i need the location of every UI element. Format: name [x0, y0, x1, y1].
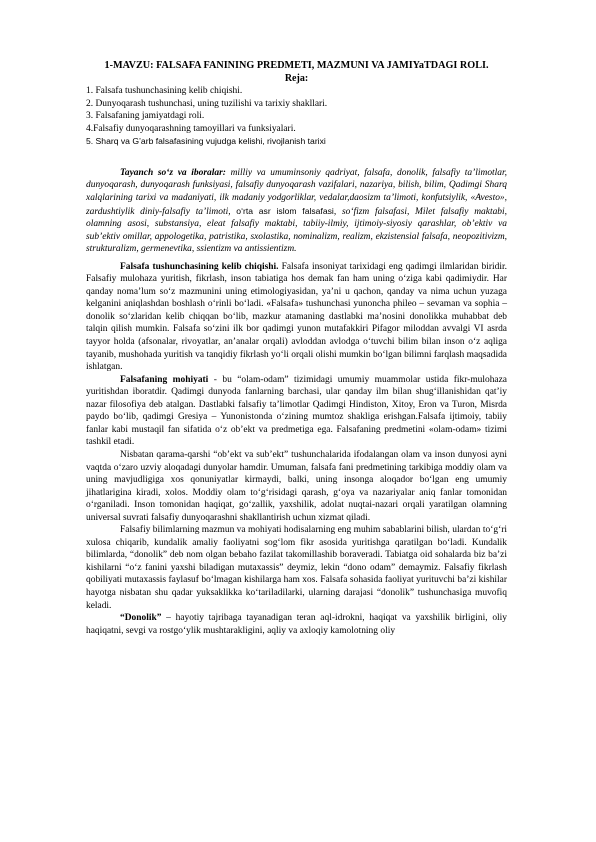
plan-item: 4.Falsafiy dunyoqarashning tamoyillari va funksiyalari. [86, 123, 296, 134]
keywords-heading: Tayanch so‘z va iboralar: [120, 167, 226, 178]
paragraph-text: – hayotiy tajribaga tayanadigan teran aql-idrokni, haqiqat va yaxshilik birligini, oliy haqiqatni, sevgi va rostgo‘ylik mushtarakligini, aqliy va axloqiy kamolotning oliy [86, 613, 507, 636]
keywords-text: , so‘fizm falsafasi, Milet falsafiy maktabi, olamning asosi, substansiya, eleat falsafiy maktabi, tabiiy-ilmiy, ijtimoiy-siyosiy qarashlar, ob’ektiv va sub’ektiv omillar, appologetika, patristika, sxolastika, nominalizm, realizm, ekzistensial falsafa, neopozitivizm, strukturalizm, germenevtika, ssientizm va antissientizm. [86, 206, 507, 255]
paragraph-lead: Falsafa tushunchasining kelib chiqishi. [120, 261, 279, 272]
body-paragraph [86, 374, 507, 449]
body-paragraph [86, 612, 507, 637]
plan-item: 2. Dunyoqarash tushunchasi, uning tuzilishi va tarixiy shakllari. [86, 98, 328, 109]
plan-item: 1. Falsafa tushunchasining kelib chiqishi. [86, 86, 243, 97]
keywords-text-sans: o‘rta asr islom falsafasi [236, 205, 334, 216]
plan-list [86, 85, 507, 148]
keywords-text: milliy va umuminsoniy qadriyat, falsafa, donolik, falsafiy ta’limotlar, dunyoqarash, dunyoqarash funksiyasi, falsafiy dunyoqarash vazifalari, nazariya, bilish, bilim, Qadimgi Sharq xalqlarining tarixi va madaniyati, ilk madaniy yodgorliklar, vedalar,daosizm ta’limoti, konfutsiylik, «Avesto», zardushtiylik diniy-falsafiy ta’limoti, [86, 167, 507, 217]
plan-item: 3. Falsafaning jamiyatdagi roli. [86, 111, 205, 122]
paragraph-text: Falsafiy bilimlarning mazmun va mohiyati hodisalarning eng muhim sabablarini bilish, ulardan to‘g‘ri xulosa chiqarib, kundalik amaliy faoliyatni sog‘lom fikr asosida yuritishga qaratilgan bo‘ladi. Kundalik bilimlarda, “donolik” deb nom olgan bebaho fazilat takomillashib boraveradi. Tabiatga oid sohalarda biz ba’zi kishilarni “o‘z fanini yaxshi biladigan mutaxassis” deymiz, lekin “dono odam” demaymiz. Falsafiy fikrlash qobiliyati mutaxassis faylasuf bo‘lmagan kishilarga ham xos. Falsafa sohasida faoliyat yurituvchi ba’zi kishilar hayotga nisbatan shu qadar yuksaklikka ko‘tariladilarki, ularning darajasi “donolik” tushunchasiga muvofiq keladi. [86, 525, 507, 611]
body-paragraph [86, 261, 507, 374]
document-title: 1-MAVZU: FALSAFA FANINING PREDMETI, MAZMUNI VA JAMIYaTDAGI ROLI. [104, 60, 489, 71]
body-paragraph [86, 449, 507, 524]
paragraph-text: - bu “olam-odam” tizimidagi umumiy muammolar ustida fikr-mulohaza yuritishdan iboratdir. Qadimgi dunyoda fanlarning barchasi, ular qanday ilm bilan shug‘illanishidan qat’iy nazar filosofiya deb atalgan. Dastlabki falsafiy ta’limotlar Qadimgi Hindiston, Xitoy, Eron va Turon, Misrda paydo bo‘lib, qadimgi Gresiya – Yunonistonda o‘zining mumtoz shakliga erishgan.Falsafa ijtimoiy, tabiiy fanlar kabi mustaqil fan sifatida o‘z ob’ekt va predmetiga ega. Falsafaning predmetini «olam-odam» tizimi tashkil etadi. [86, 374, 507, 448]
paragraph-text: Falsafa insoniyat tarixidagi eng qadimgi ilmlaridan biridir. Falsafiy mulohaza yuritish, fikrlash, inson tabiatiga hos demak fan ham uning o‘ziga kabi qadimiydir. Har qanday noma’lum so‘z mazmunini uning etimologiyasidan, ya’ni u qachon, qanday va nima uchun yuzaga kelganini aniqlashdan boshlash o‘rinli bo‘ladi. «Falsafa» tushunchasi yunoncha phileo – sevaman va sophia – donolik so‘zlaridan kelib chiqqan bo‘lib, mazkur atamaning dastlabki ma’nosini donolikka muhabbat deb talqin qilish mumkin. Falsafa so‘zini ilk bor qadimgi yunon mutafakkiri Pifagor miloddan avvalgi VI asrda tayyor holda (afsonalar, rivoyatlar, an’analar orqali) avloddan avlodga o‘tuvchi bilim bilan inson o‘z aqliga tayanib, mushohada yuritish va tanqidiy fikrlash yo‘li orqali olishi mumkin bo‘lgan bilimni farqlash maqsadida ishlatgan. [86, 261, 507, 373]
plan-heading: Reja: [284, 72, 309, 84]
body-paragraph [86, 524, 507, 612]
paragraph-text: Nisbatan qarama-qarshi “ob’ekt va sub’ekt” tushunchalarida ifodalangan olam va inson dunyosi ayni vaqtda o‘zaro uzviy aloqadagi dunyolar hamdir. Umuman, falsafa fani predmetining tarkibiga moddiy olam va uning mavjudligiga xos qonuniyatlar kirmaydi, balki, uning insonga aloqador bo‘lgan eng umumiy jihatlarigina kiradi, xolos. Moddiy olam to‘g‘risidagi qarash, g‘oya va nazariyalar aniq fanlar tomonidan o‘rganiladi. Inson tomonidan haqiqat, go‘zallik, yaxshilik, adolat nuqtai-nazari orqali yaratilgan olamning universal suvrati falsafiy dunyoqarashni shakllantirish uchun xizmat qiladi. [86, 449, 507, 523]
paragraph-lead: “Donolik” [120, 613, 162, 624]
spacer [86, 148, 507, 167]
keywords-paragraph [86, 167, 507, 256]
paragraph-lead: Falsafaning mohiyati [120, 374, 209, 385]
plan-item: 5. Sharq va G’arb falsafasining vujudga kelishi, rivojlanish tarixi [86, 136, 326, 147]
